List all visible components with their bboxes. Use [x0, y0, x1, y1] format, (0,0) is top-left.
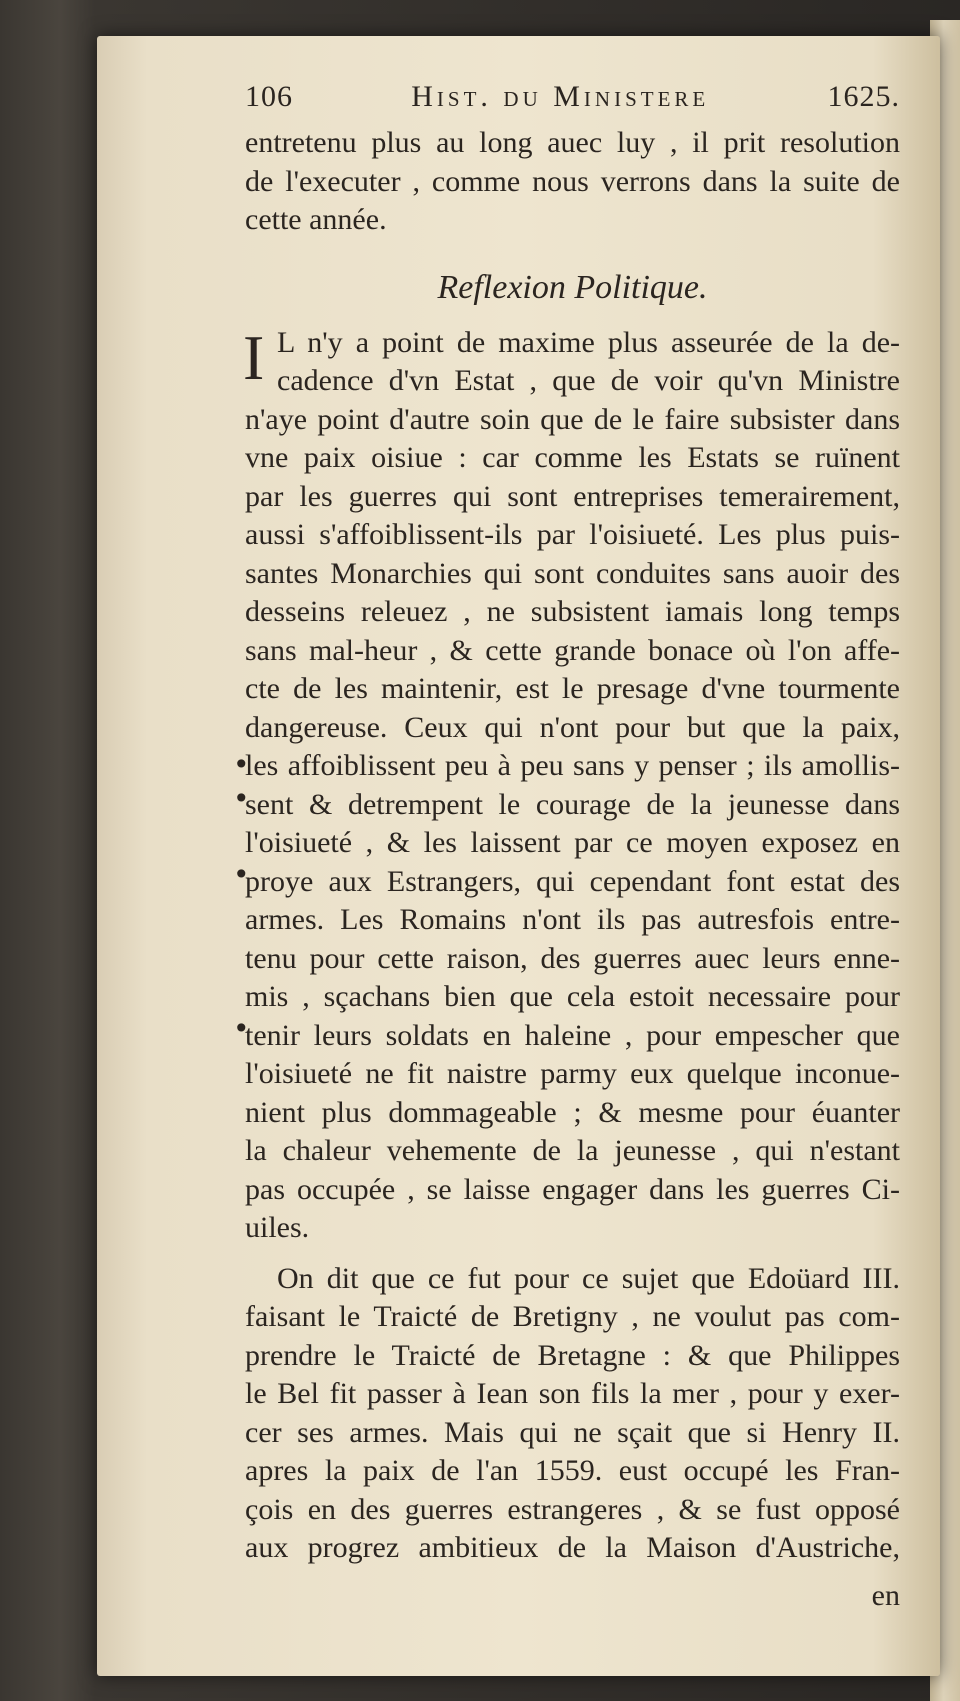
text-line: vne paix oisiue : car comme les Estats se ruïnent	[245, 441, 900, 474]
page-text	[245, 80, 900, 1616]
text-line: n'aye point d'autre soin que de le faire subsister dans	[245, 402, 900, 436]
text-line: santes Monarchies qui sont conduites sans auoir des	[245, 556, 900, 590]
text-line: cer ses armes. Mais qui ne sçait que si Henry II.	[245, 1415, 900, 1449]
section-heading: Reflexion Politique.	[437, 268, 708, 306]
text-line: de l'executer , comme nous verrons dans la suite de	[245, 164, 900, 198]
text-line: prendre le Traicté de Bretagne : & que Philippes	[245, 1338, 900, 1372]
text-line: armes. Les Romains n'ont ils pas autresfois entre-	[245, 903, 900, 936]
text-line: L n'y a point de maxime plus asseurée de la de-	[277, 325, 900, 359]
text-line: faisant le Traicté de Bretigny , ne voulut pas com-	[245, 1300, 900, 1333]
margin-mark-icon: •	[233, 858, 250, 891]
second-paragraph	[245, 1260, 900, 1568]
text-line: sent & detrempent le courage de la jeunesse dans	[245, 787, 900, 821]
text-line: dangereuse. Ceux qui n'ont pour but que la paix,	[245, 710, 900, 744]
text-line: le Bel fit passer à Iean son fils la mer , pour y exer-	[245, 1377, 900, 1410]
text-line: proye aux Estrangers, qui cependant font estat des	[245, 864, 900, 898]
margin-mark-icon: •	[233, 782, 250, 815]
text-line: pas occupée , se laisse engager dans les guerres Ci-	[245, 1172, 900, 1206]
text-line: apres la paix de l'an 1559. eust occupé les Fran-	[245, 1454, 900, 1487]
text-line: cette année.	[245, 203, 387, 236]
text-line: aussi s'affoiblissent-ils par l'oisiueté. Les plus puis-	[245, 518, 900, 551]
text-line: tenir leurs soldats en haleine , pour empescher que	[245, 1018, 900, 1052]
running-head	[245, 80, 900, 124]
running-year: 1625.	[827, 80, 900, 113]
text-line: l'oisiueté , & les laissent par ce moyen exposez en	[245, 826, 900, 859]
text-line: çois en des guerres estrangeres , & se fust opposé	[245, 1492, 900, 1526]
running-title: Hist. du Ministere	[411, 80, 710, 113]
margin-mark-icon: •	[233, 1012, 250, 1045]
text-line: cadence d'vn Estat , que de voir qu'vn Ministre	[277, 364, 900, 397]
text-line: l'oisiueté ne fit naistre parmy eux quelque inconue-	[245, 1057, 900, 1090]
text-line: cte de les maintenir, est le presage d'vne tourmente	[245, 672, 900, 705]
text-line: sans mal-heur , & cette grande bonace où l'on affe-	[245, 633, 900, 667]
text-line: par les guerres qui sont entreprises temerairement,	[245, 479, 900, 513]
text-line: uiles.	[245, 1211, 310, 1244]
text-line: entretenu plus au long auec luy , il prit resolution	[245, 126, 900, 159]
margin-mark-icon: •	[233, 748, 250, 781]
catchword: en	[871, 1578, 900, 1612]
intro-paragraph	[245, 124, 900, 240]
text-line: On dit que ce fut pour ce sujet que Edoüard III.	[277, 1261, 900, 1295]
drop-cap: I	[243, 321, 265, 393]
text-line: aux progrez ambitieux de la Maison d'Austriche,	[245, 1531, 900, 1564]
text-line: nient plus dommageable ; & mesme pour éuanter	[245, 1095, 900, 1129]
text-line: mis , sçachans bien que cela estoit necessaire pour	[245, 980, 900, 1013]
text-line: desseins releuez , ne subsistent iamais long temps	[245, 595, 900, 628]
text-line: tenu pour cette raison, des guerres auec leurs enne-	[245, 941, 900, 975]
page-number: 106	[245, 80, 293, 113]
reflexion-paragraph	[243, 321, 900, 1248]
text-line: la chaleur vehemente de la jeunesse , qui n'estant	[245, 1134, 900, 1167]
text-line: les affoiblissent peu à peu sans y penser ; ils amollis-	[245, 749, 900, 782]
